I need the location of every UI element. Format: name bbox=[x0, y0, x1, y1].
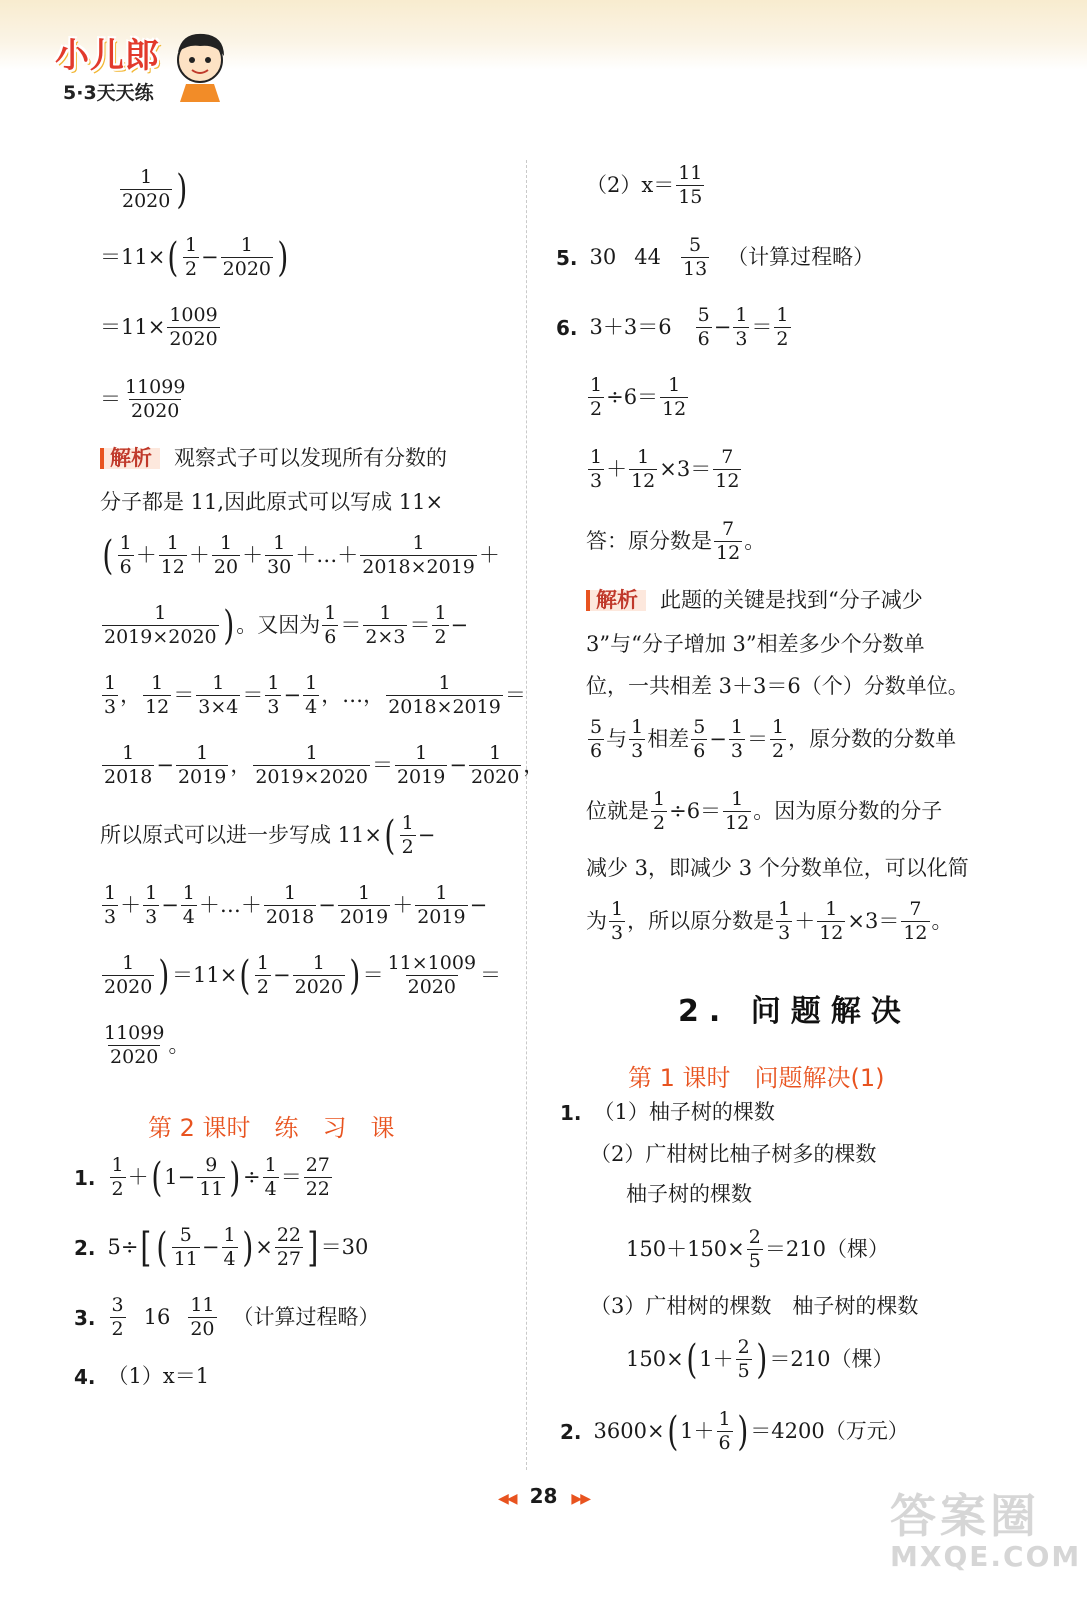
analysis-line-4: 1 2019×2020 ) 。又因为 1 6 ＝ 1 2×3 ＝ 1 2 − bbox=[104, 602, 469, 649]
problem-1-line-6: 150× ( 1＋ 2 5 ) ＝210（棵） bbox=[626, 1336, 894, 1383]
lesson-1-title: 第 1 课时 问题解决(1) bbox=[628, 1064, 885, 1092]
problem-2: 2. 3600× ( 1＋ 1 6 ) ＝4200（万元） bbox=[560, 1408, 909, 1455]
question-6: 6. 3＋3＝6 5 6 − 1 3 ＝ 1 2 bbox=[556, 304, 789, 350]
cont-line-4: ＝ 11099 2020 bbox=[100, 376, 186, 422]
q6-line-3: 1 3 ＋ $\frac{1}{12}$ ×3＝ 7 12 bbox=[590, 446, 740, 492]
lesson-2-title: 第 2 课时 练 习 课 bbox=[148, 1114, 395, 1142]
next-arrow-icon: ▶▶ bbox=[571, 1491, 589, 1507]
watermark: 答案圈 MXQE.COM bbox=[890, 1489, 1082, 1573]
q6-line-2: $\frac{1}{2}$ ÷6＝ 1 12 bbox=[590, 374, 687, 420]
problem-1-line-1: 1. （1）柚子树的棵数 bbox=[560, 1100, 775, 1125]
problem-1-line-5: （3）广柑树的棵数 柚子树的棵数 bbox=[590, 1294, 919, 1318]
question-2: 2. 5÷ [ ( 5 11 − $\frac{1}{4}$ ) × $\frac{22}{27}$ ] ＝30 bbox=[74, 1224, 369, 1271]
problem-1-line-4: 150＋150× $\frac{2}{5}$ ＝210（棵） bbox=[626, 1226, 889, 1272]
analysis-tag: 解析 bbox=[586, 590, 646, 611]
prev-arrow-icon: ◀◀ bbox=[498, 1491, 516, 1507]
analysis2-line-1: 解析 此题的关键是找到“分子减少 bbox=[586, 590, 923, 611]
fraction: 1 2020 bbox=[122, 166, 171, 212]
analysis-line-5: 1 3 ， 1 12 ＝ 1 3×4 ＝ 1 3 − 1 4 ，…， 1 2018×2019 ＝ bbox=[104, 672, 526, 718]
fraction: 11099 2020 bbox=[125, 376, 186, 422]
analysis-line-8: 1 3 ＋ 1 3 − 1 4 ＋…＋ 1 2018 − 1 2019 ＋ 1 2019 − bbox=[104, 882, 488, 928]
analysis-line-10: 11099 2020 。 bbox=[104, 1022, 190, 1068]
q6-answer: 答：原分数是 7 12 。 bbox=[586, 518, 766, 564]
section-2-title: 2. 问题解决 bbox=[678, 994, 911, 1029]
problem-1-line-2: （2）广柑树比柚子树多的棵数 bbox=[590, 1142, 877, 1166]
analysis-line-7: 所以原式可以进一步写成 11× ( 1 2 − bbox=[100, 812, 436, 859]
analysis2-line-5: 位就是 $\frac{1}{2}$ ÷6＝ 1 12 。因为原分数的分子 bbox=[586, 788, 943, 834]
analysis-line-9: 1 2020 ) ＝11× ( 1 2 − 1 2020 ) ＝ 11×1009 2020 ＝ bbox=[104, 952, 502, 999]
brand-title: 小儿郎 bbox=[55, 36, 160, 76]
analysis-tag: 解析 bbox=[100, 448, 160, 469]
cont-line-2: ＝11× ( 1 2 − $\frac{1}{2020}$ ) bbox=[100, 234, 289, 281]
analysis2-line-4: 5 6 与 1 3 相差 5 6 − 1 3 ＝ 1 2 ，原分数的分数单 bbox=[590, 716, 957, 762]
analysis-line-1: 解析 观察式子可以发现所有分数的 bbox=[100, 448, 447, 469]
cont-line-3: ＝11× $\frac{1009}{2020}$ bbox=[100, 304, 218, 350]
analysis-line-6: 1 2018 − 1 2019 ， 1 2019×2020 ＝ 1 2019 − 1 2020 ， bbox=[104, 742, 545, 788]
analysis-line-3: ( 1 6 ＋ 1 12 ＋ 1 20 ＋ 1 30 ＋…＋ 1 2018×2019 ＋ bbox=[102, 532, 500, 579]
fraction: $\frac{1009}{2020}$ bbox=[169, 304, 218, 350]
question-5: 5. 30 44 5 13 （计算过程略） bbox=[556, 234, 875, 280]
problem-1-line-3: 柚子树的棵数 bbox=[626, 1182, 752, 1206]
fraction: 1 2 bbox=[184, 234, 198, 280]
q4-part-2: （2）x＝ 11 15 bbox=[586, 162, 703, 208]
column-divider bbox=[526, 160, 527, 1470]
analysis2-line-3: 位，一共相差 3＋3＝6（个）分数单位。 bbox=[586, 674, 969, 698]
question-1: 1. 1 2 ＋ ( 1− $\frac{9}{11}$ ) ÷ $\frac{1}{4}$ ＝ 27 22 bbox=[74, 1154, 330, 1201]
question-4: 4. （1）x＝1 bbox=[74, 1364, 210, 1389]
fraction: $\frac{1}{2020}$ bbox=[222, 234, 271, 280]
brand-series: 5·3天天练 bbox=[63, 82, 154, 104]
cont-line-1: 1 2020 ) bbox=[122, 166, 188, 213]
analysis2-line-7: 为 1 3 ，所以原分数是 1 3 ＋ $\frac{1}{12}$ ×3＝ 7 12 。 bbox=[586, 898, 953, 944]
question-3: 3. 3 2 16 11 20 （计算过程略） bbox=[74, 1294, 380, 1340]
mascot-icon bbox=[170, 30, 234, 102]
brand-logo bbox=[55, 28, 255, 108]
page-number: ◀◀ 28 ▶▶ bbox=[498, 1484, 589, 1508]
analysis2-line-2: 3”与“分子增加 3”相差多少个分数单 bbox=[586, 632, 925, 656]
analysis2-line-6: 减少 3，即减少 3 个分数单位，可以化简 bbox=[586, 856, 969, 880]
analysis-line-2: 分子都是 11,因此原式可以写成 11× bbox=[100, 490, 444, 514]
